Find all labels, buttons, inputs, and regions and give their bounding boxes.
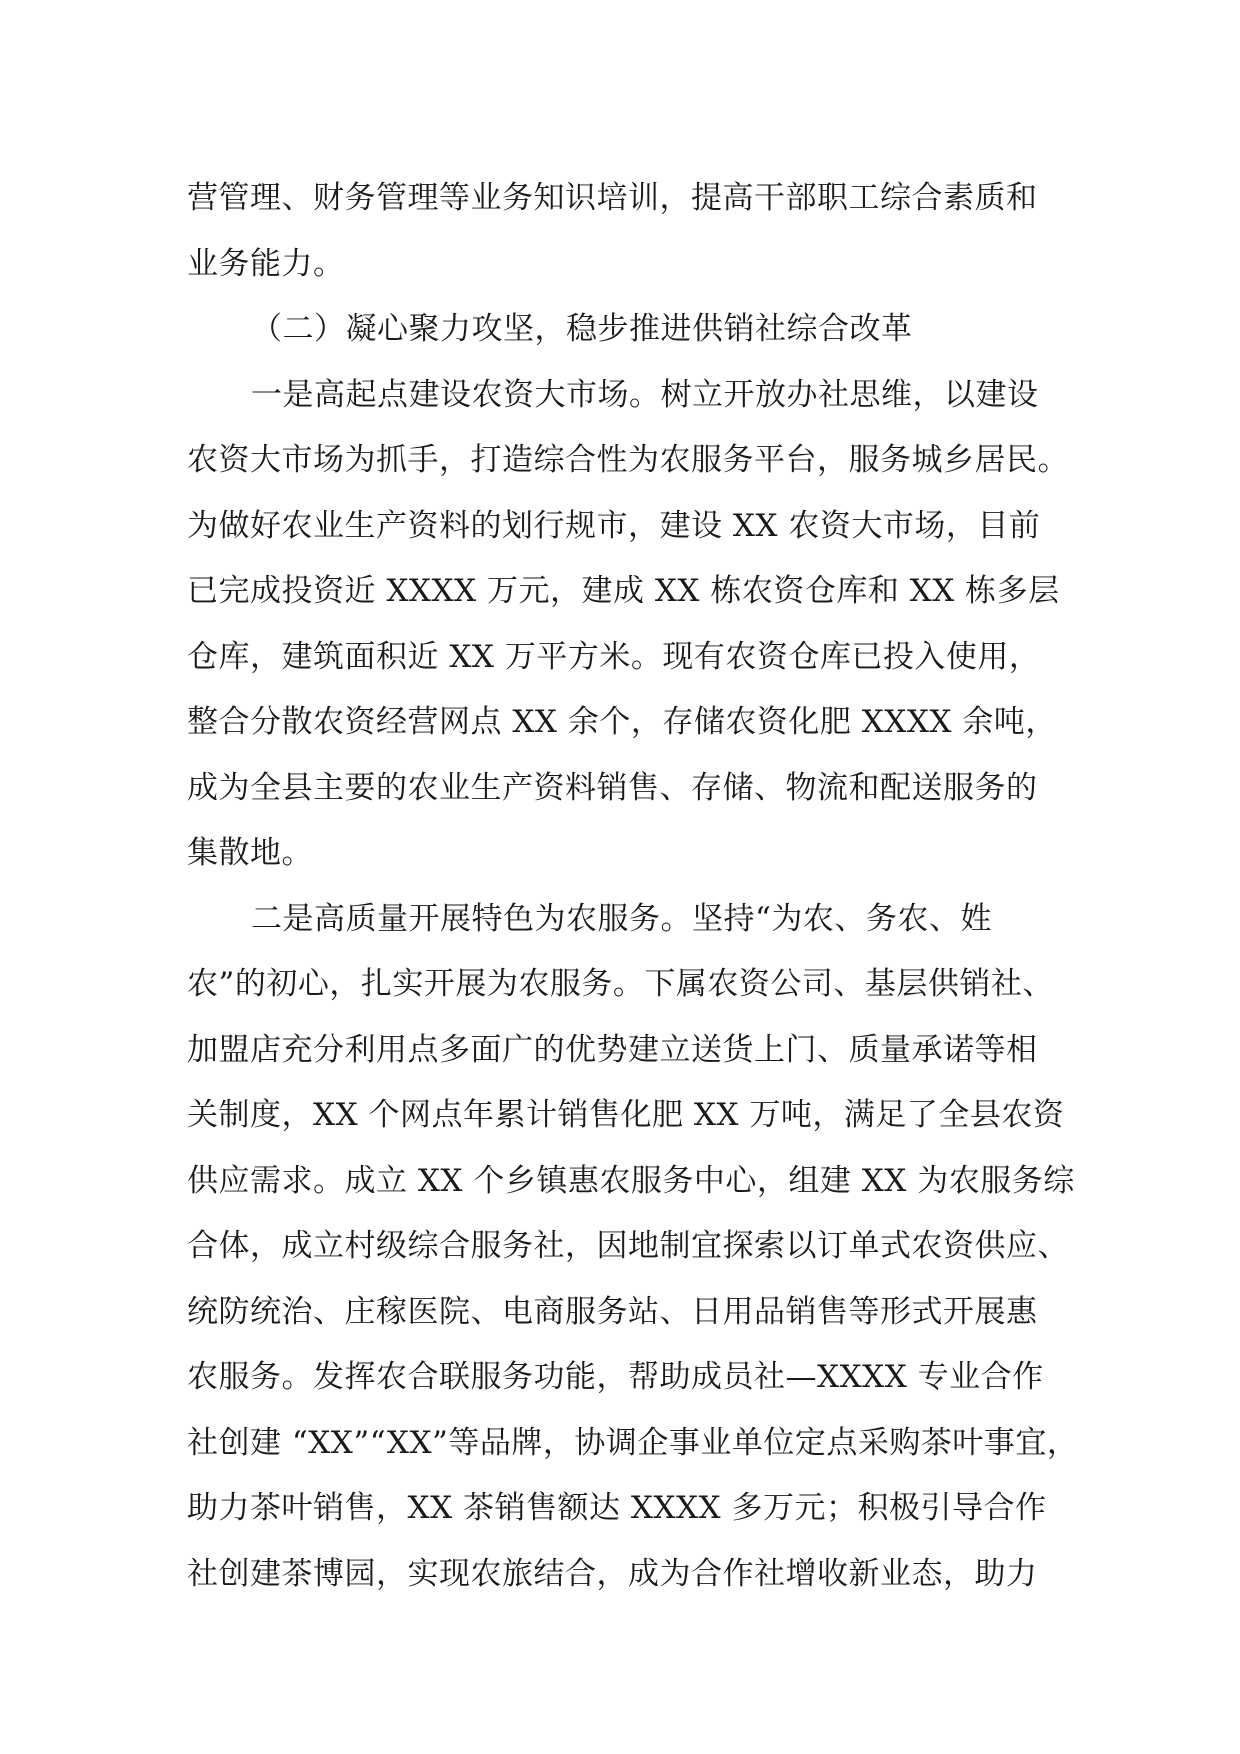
paragraph-line: 统防统治、庄稼医院、电商服务站、日用品销售等形式开展惠 xyxy=(187,1293,1038,1330)
body-text xyxy=(187,166,1077,1607)
paragraph-line: 仓库，建筑面积近 XX 万平方米。现有农资仓库已投入使用， xyxy=(187,638,1041,675)
paragraph-line: 成为全县主要的农业生产资料销售、存储、物流和配送服务的 xyxy=(187,769,1038,806)
paragraph-line: 农服务。发挥农合联服务功能，帮助成员社—XXXX 专业合作 xyxy=(187,1359,1044,1395)
paragraph-line: 社创建茶博园，实现农旅结合，成为合作社增收新业态，助力 xyxy=(187,1555,1038,1592)
paragraph-line: 集散地。 xyxy=(187,835,313,871)
paragraph-line: 合体，成立村级综合服务社，因地制宜探索以订单式农资供应、 xyxy=(187,1228,1069,1264)
paragraph-line: 已完成投资近 XXXX 万元，建成 XX 栋农资仓库和 XX 栋多层 xyxy=(187,573,1060,609)
paragraph-line: 业务能力。 xyxy=(187,245,345,282)
section-heading: （二）凝心聚力攻坚，稳步推进供销社综合改革 xyxy=(251,311,913,347)
paragraph-line: 营管理、财务管理等业务知识培训，提高干部职工综合素质和 xyxy=(187,180,1038,216)
paragraph-line: 整合分散农资经营网点 XX 余个，存储农资化肥 XXXX 余吨， xyxy=(187,704,1057,740)
paragraph-line: 助力茶叶销售，XX 茶销售额达 XXXX 多万元；积极引导合作 xyxy=(187,1490,1047,1526)
paragraph-line: 农”的初心，扎实开展为农服务。下属农资公司、基层供销社、 xyxy=(187,966,1054,1002)
paragraph-line: 社创建 “XX”“XX”等品牌，协调企事业单位定点采购茶叶事宜， xyxy=(187,1424,1079,1461)
paragraph-line: 农资大市场为抓手，打造综合性为农服务平台，服务城乡居民。 xyxy=(187,442,1069,478)
paragraph-line: 二是高质量开展特色为农服务。坚持“为农、务农、姓 xyxy=(251,900,992,937)
paragraph-line: 一是高起点建设农资大市场。树立开放办社思维，以建设 xyxy=(251,376,1039,413)
paragraph-line: 关制度，XX 个网点年累计销售化肥 XX 万吨，满足了全县农资 xyxy=(187,1097,1065,1133)
paragraph-line: 为做好农业生产资料的划行规市，建设 XX 农资大市场，目前 xyxy=(187,507,1041,544)
paragraph-line: 供应需求。成立 XX 个乡镇惠农服务中心，组建 XX 为农服务综 xyxy=(187,1162,1075,1199)
paragraph-line: 加盟店充分利用点多面广的优势建立送货上门、质量承诺等相 xyxy=(187,1031,1038,1068)
